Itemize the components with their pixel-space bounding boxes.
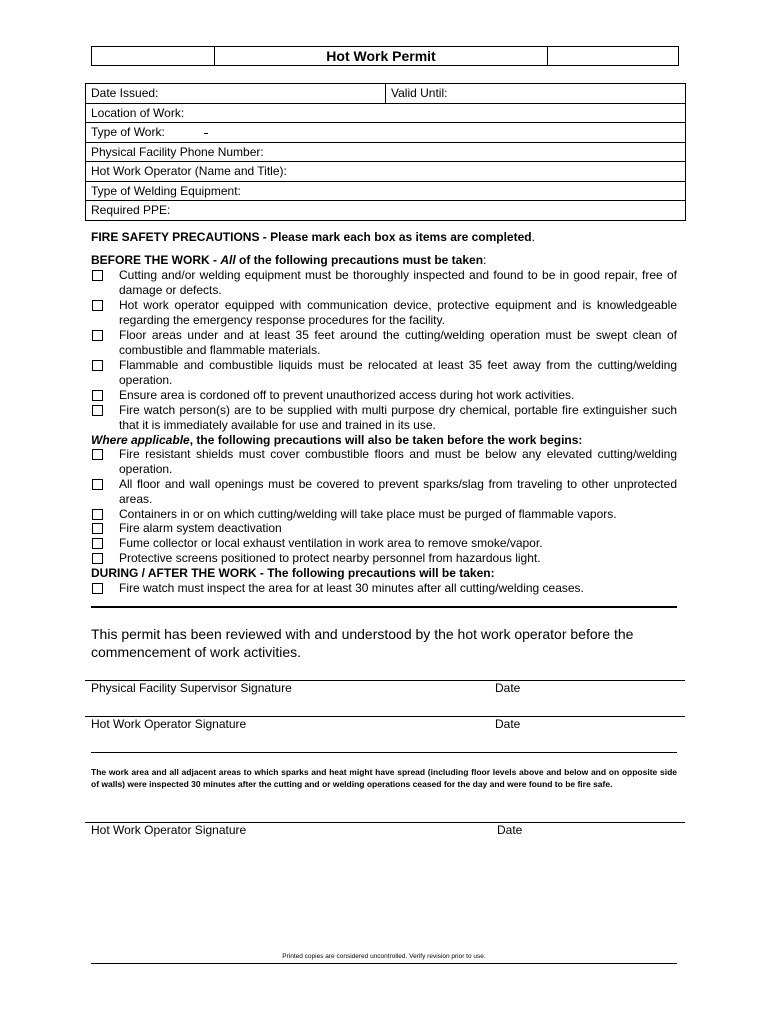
type-of-work-label: Type of Work: <box>91 125 165 140</box>
checklist-item <box>92 507 677 522</box>
date-label[interactable]: Date <box>497 823 523 837</box>
checkbox[interactable] <box>92 360 103 371</box>
reviewed-statement: This permit has been reviewed with and understood by the hot work operator before the commencement of work activities. <box>91 626 634 660</box>
inspection-statement: The work area and all adjacent areas to which sparks and heat might have spread (including floor levels above and below and on opposite side of walls) were inspected 30 minutes after the cutting and or welding operations ceased for the day and were found to be fire safe. <box>91 767 677 789</box>
checklist-item-text: Hot work operator equipped with communication device, protective equipment and is knowledgeable regarding the emergency response procedures for the facility. <box>119 298 677 327</box>
checkbox[interactable] <box>92 538 103 549</box>
checklist-item <box>92 268 677 298</box>
fire-safety-heading <box>91 230 535 244</box>
date-issued-field[interactable]: Date Issued: <box>86 84 386 104</box>
title-table <box>91 46 679 66</box>
operator-signature-label[interactable]: Hot Work Operator Signature <box>91 717 247 731</box>
section-divider <box>91 606 677 608</box>
checklist-item-text: Fire resistant shields must cover combustible floors and must be below any elevated cutting/welding operation. <box>119 447 677 476</box>
where-applicable-emphasis: Where applicable <box>91 433 190 447</box>
checklist-item <box>92 477 677 507</box>
title-right-cell <box>548 47 679 66</box>
title-left-cell <box>92 47 215 66</box>
before-work-suffix: of the following precautions must be taken <box>235 253 484 267</box>
checklist-item <box>92 521 677 536</box>
section-divider <box>91 752 677 753</box>
checkbox[interactable] <box>92 479 103 490</box>
checklist-item-text: Fume collector or local exhaust ventilation in work area to remove smoke/vapor. <box>119 536 543 550</box>
checklist-item <box>92 328 677 358</box>
checkbox[interactable] <box>92 523 103 534</box>
checkbox[interactable] <box>92 553 103 564</box>
before-work-emphasis: All <box>220 253 236 267</box>
date-label[interactable]: Date <box>495 681 521 695</box>
before-work-heading <box>91 253 486 267</box>
footer-note: Printed copies are considered uncontrolled. Verify revision prior to use. <box>282 953 486 960</box>
checkbox[interactable] <box>92 390 103 401</box>
operator-field[interactable]: Hot Work Operator (Name and Title): <box>86 162 686 182</box>
checklist-item-text: Containers in or on which cutting/welding will take place must be purged of flammable vapors. <box>119 507 617 521</box>
location-field[interactable]: Location of Work: <box>86 103 686 123</box>
checklist-item <box>92 403 677 433</box>
checkbox[interactable] <box>92 270 103 281</box>
footer-line <box>91 963 677 964</box>
checklist-item-text: Fire watch must inspect the area for at least 30 minutes after all cutting/welding ceases. <box>119 581 584 595</box>
checklist-item <box>92 358 677 388</box>
type-of-work-field[interactable] <box>86 123 686 143</box>
checklist-item-text: Flammable and combustible liquids must be relocated at least 35 feet away from the cutting/welding operation. <box>119 358 677 387</box>
checklist-item <box>92 388 677 403</box>
checklist-item-text: Protective screens positioned to protect nearby personnel from hazardous light. <box>119 551 541 565</box>
checklist-item <box>92 298 677 328</box>
checklist-item <box>92 581 677 596</box>
checkbox[interactable] <box>92 583 103 594</box>
checkbox[interactable] <box>92 449 103 460</box>
where-applicable-heading <box>91 433 582 447</box>
before-work-prefix: BEFORE THE WORK - <box>91 253 221 267</box>
welding-equipment-field[interactable]: Type of Welding Equipment: <box>86 181 686 201</box>
checkbox[interactable] <box>92 300 103 311</box>
final-operator-signature-label[interactable]: Hot Work Operator Signature <box>91 823 247 837</box>
checklist-item <box>92 536 677 551</box>
during-after-heading: DURING / AFTER THE WORK - The following precautions will be taken: <box>91 566 495 580</box>
page-title: Hot Work Permit <box>215 47 548 66</box>
checkbox[interactable] <box>92 509 103 520</box>
ppe-field[interactable]: Required PPE: <box>86 201 686 221</box>
where-applicable-suffix: , the following precautions will also be taken before the work begins: <box>189 433 583 447</box>
fire-safety-heading-end: . <box>531 230 535 244</box>
supervisor-signature-label[interactable]: Physical Facility Supervisor Signature <box>91 681 292 695</box>
checklist-item <box>92 551 677 566</box>
checkbox[interactable] <box>92 405 103 416</box>
permit-info-table <box>85 83 686 221</box>
checklist-item <box>92 447 677 477</box>
checklist-item-text: All floor and wall openings must be covered to prevent sparks/slag from traveling to other unprotected areas. <box>119 477 677 506</box>
checklist-item-text: Fire alarm system deactivation <box>119 521 282 535</box>
checklist-item-text: Cutting and/or welding equipment must be thoroughly inspected and found to be in good repair, free of damage or defects. <box>119 268 677 297</box>
date-label[interactable]: Date <box>495 717 521 731</box>
phone-field[interactable]: Physical Facility Phone Number: <box>86 142 686 162</box>
before-work-end: : <box>483 253 487 267</box>
checkbox[interactable] <box>92 330 103 341</box>
type-of-work-mark <box>204 133 208 134</box>
checklist-item-text: Fire watch person(s) are to be supplied with multi purpose dry chemical, portable fire extinguisher such that it is immediately available for use and trained in its use. <box>119 403 677 432</box>
checklist-item-text: Floor areas under and at least 35 feet around the cutting/welding operation must be swept clean of combustible and flammable materials. <box>119 328 677 357</box>
valid-until-field[interactable]: Valid Until: <box>386 84 686 104</box>
checklist-item-text: Ensure area is cordoned off to prevent unauthorized access during hot work activities. <box>119 388 575 402</box>
fire-safety-heading-text: FIRE SAFETY PRECAUTIONS - Please mark each box as items are completed <box>91 230 532 244</box>
